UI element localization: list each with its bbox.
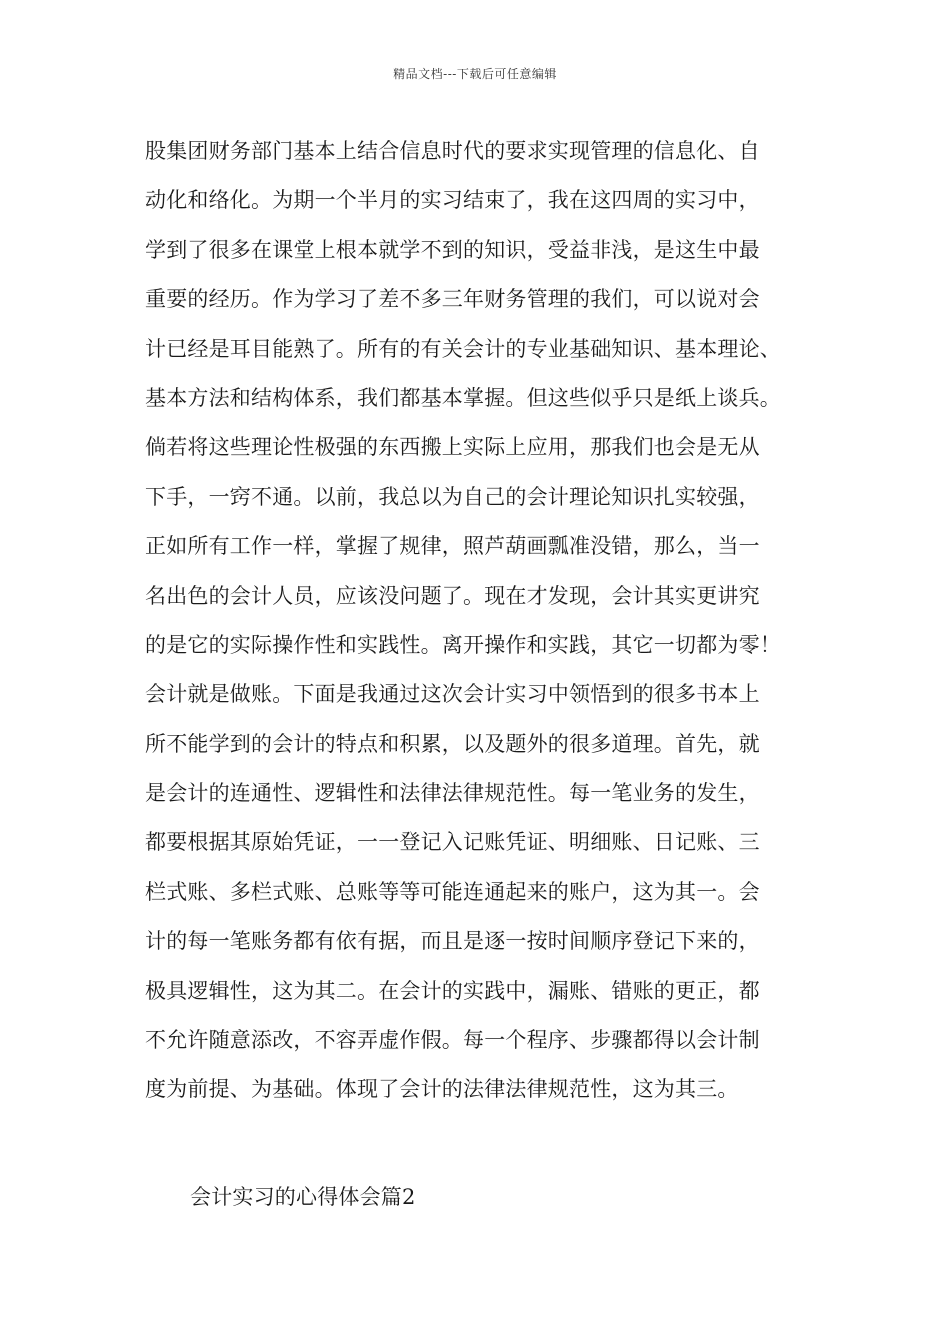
body-line: 计已经是耳目能熟了。所有的有关会计的专业基础知识、基本理论、 (145, 336, 781, 361)
section-heading: 会计实习的心得体会篇2 (190, 1185, 416, 1209)
body-line: 都要根据其原始凭证，一一登记入记账凭证、明细账、日记账、三 (145, 830, 760, 855)
body-line: 栏式账、多栏式账、总账等等可能连通起来的账户，这为其一。会 (145, 879, 760, 904)
page-header: 精品文档---下载后可任意编辑 (393, 67, 557, 81)
body-line: 股集团财务部门基本上结合信息时代的要求实现管理的信息化、自 (145, 139, 760, 163)
body-line: 所不能学到的会计的特点和积累，以及题外的很多道理。首先，就 (145, 731, 760, 756)
body-line: 极具逻辑性，这为其二。在会计的实践中，漏账、错账的更正，都 (145, 978, 760, 1003)
body-line: 度为前提、为基础。体现了会计的法律法律规范性，这为其三。 (145, 1077, 739, 1102)
body-line: 计的每一笔账务都有依有据，而且是逐一按时间顺序登记下来的， (145, 929, 760, 954)
body-line: 正如所有工作一样，掌握了规律，照芦葫画瓢准没错，那么，当一 (145, 534, 760, 559)
body-line: 下手，一窍不通。以前，我总以为自己的会计理论知识扎实较强， (145, 484, 760, 509)
body-line: 会计就是做账。下面是我通过这次会计实习中领悟到的很多书本上 (145, 682, 760, 707)
body-line: 不允许随意添改，不容弄虚作假。每一个程序、步骤都得以会计制 (145, 1028, 760, 1053)
body-line: 学到了很多在课堂上根本就学不到的知识，受益非浅，是这生中最 (145, 237, 760, 262)
body-line: 重要的经历。作为学习了差不多三年财务管理的我们，可以说对会 (145, 287, 760, 312)
body-line: 动化和络化。为期一个半月的实习结束了，我在这四周的实习中， (145, 188, 760, 213)
body-line: 倘若将这些理论性极强的东西搬上实际上应用，那我们也会是无从 (145, 435, 760, 460)
body-line: 名出色的会计人员，应该没问题了。现在才发现，会计其实更讲究 (145, 583, 760, 608)
body-line: 的是它的实际操作性和实践性。离开操作和实践，其它一切都为零！ (145, 632, 781, 657)
body-line: 基本方法和结构体系，我们都基本掌握。但这些似乎只是纸上谈兵。 (145, 385, 781, 410)
body-paragraph (145, 132, 815, 1120)
body-line: 是会计的连通性、逻辑性和法律法律规范性。每一笔业务的发生， (145, 781, 760, 806)
